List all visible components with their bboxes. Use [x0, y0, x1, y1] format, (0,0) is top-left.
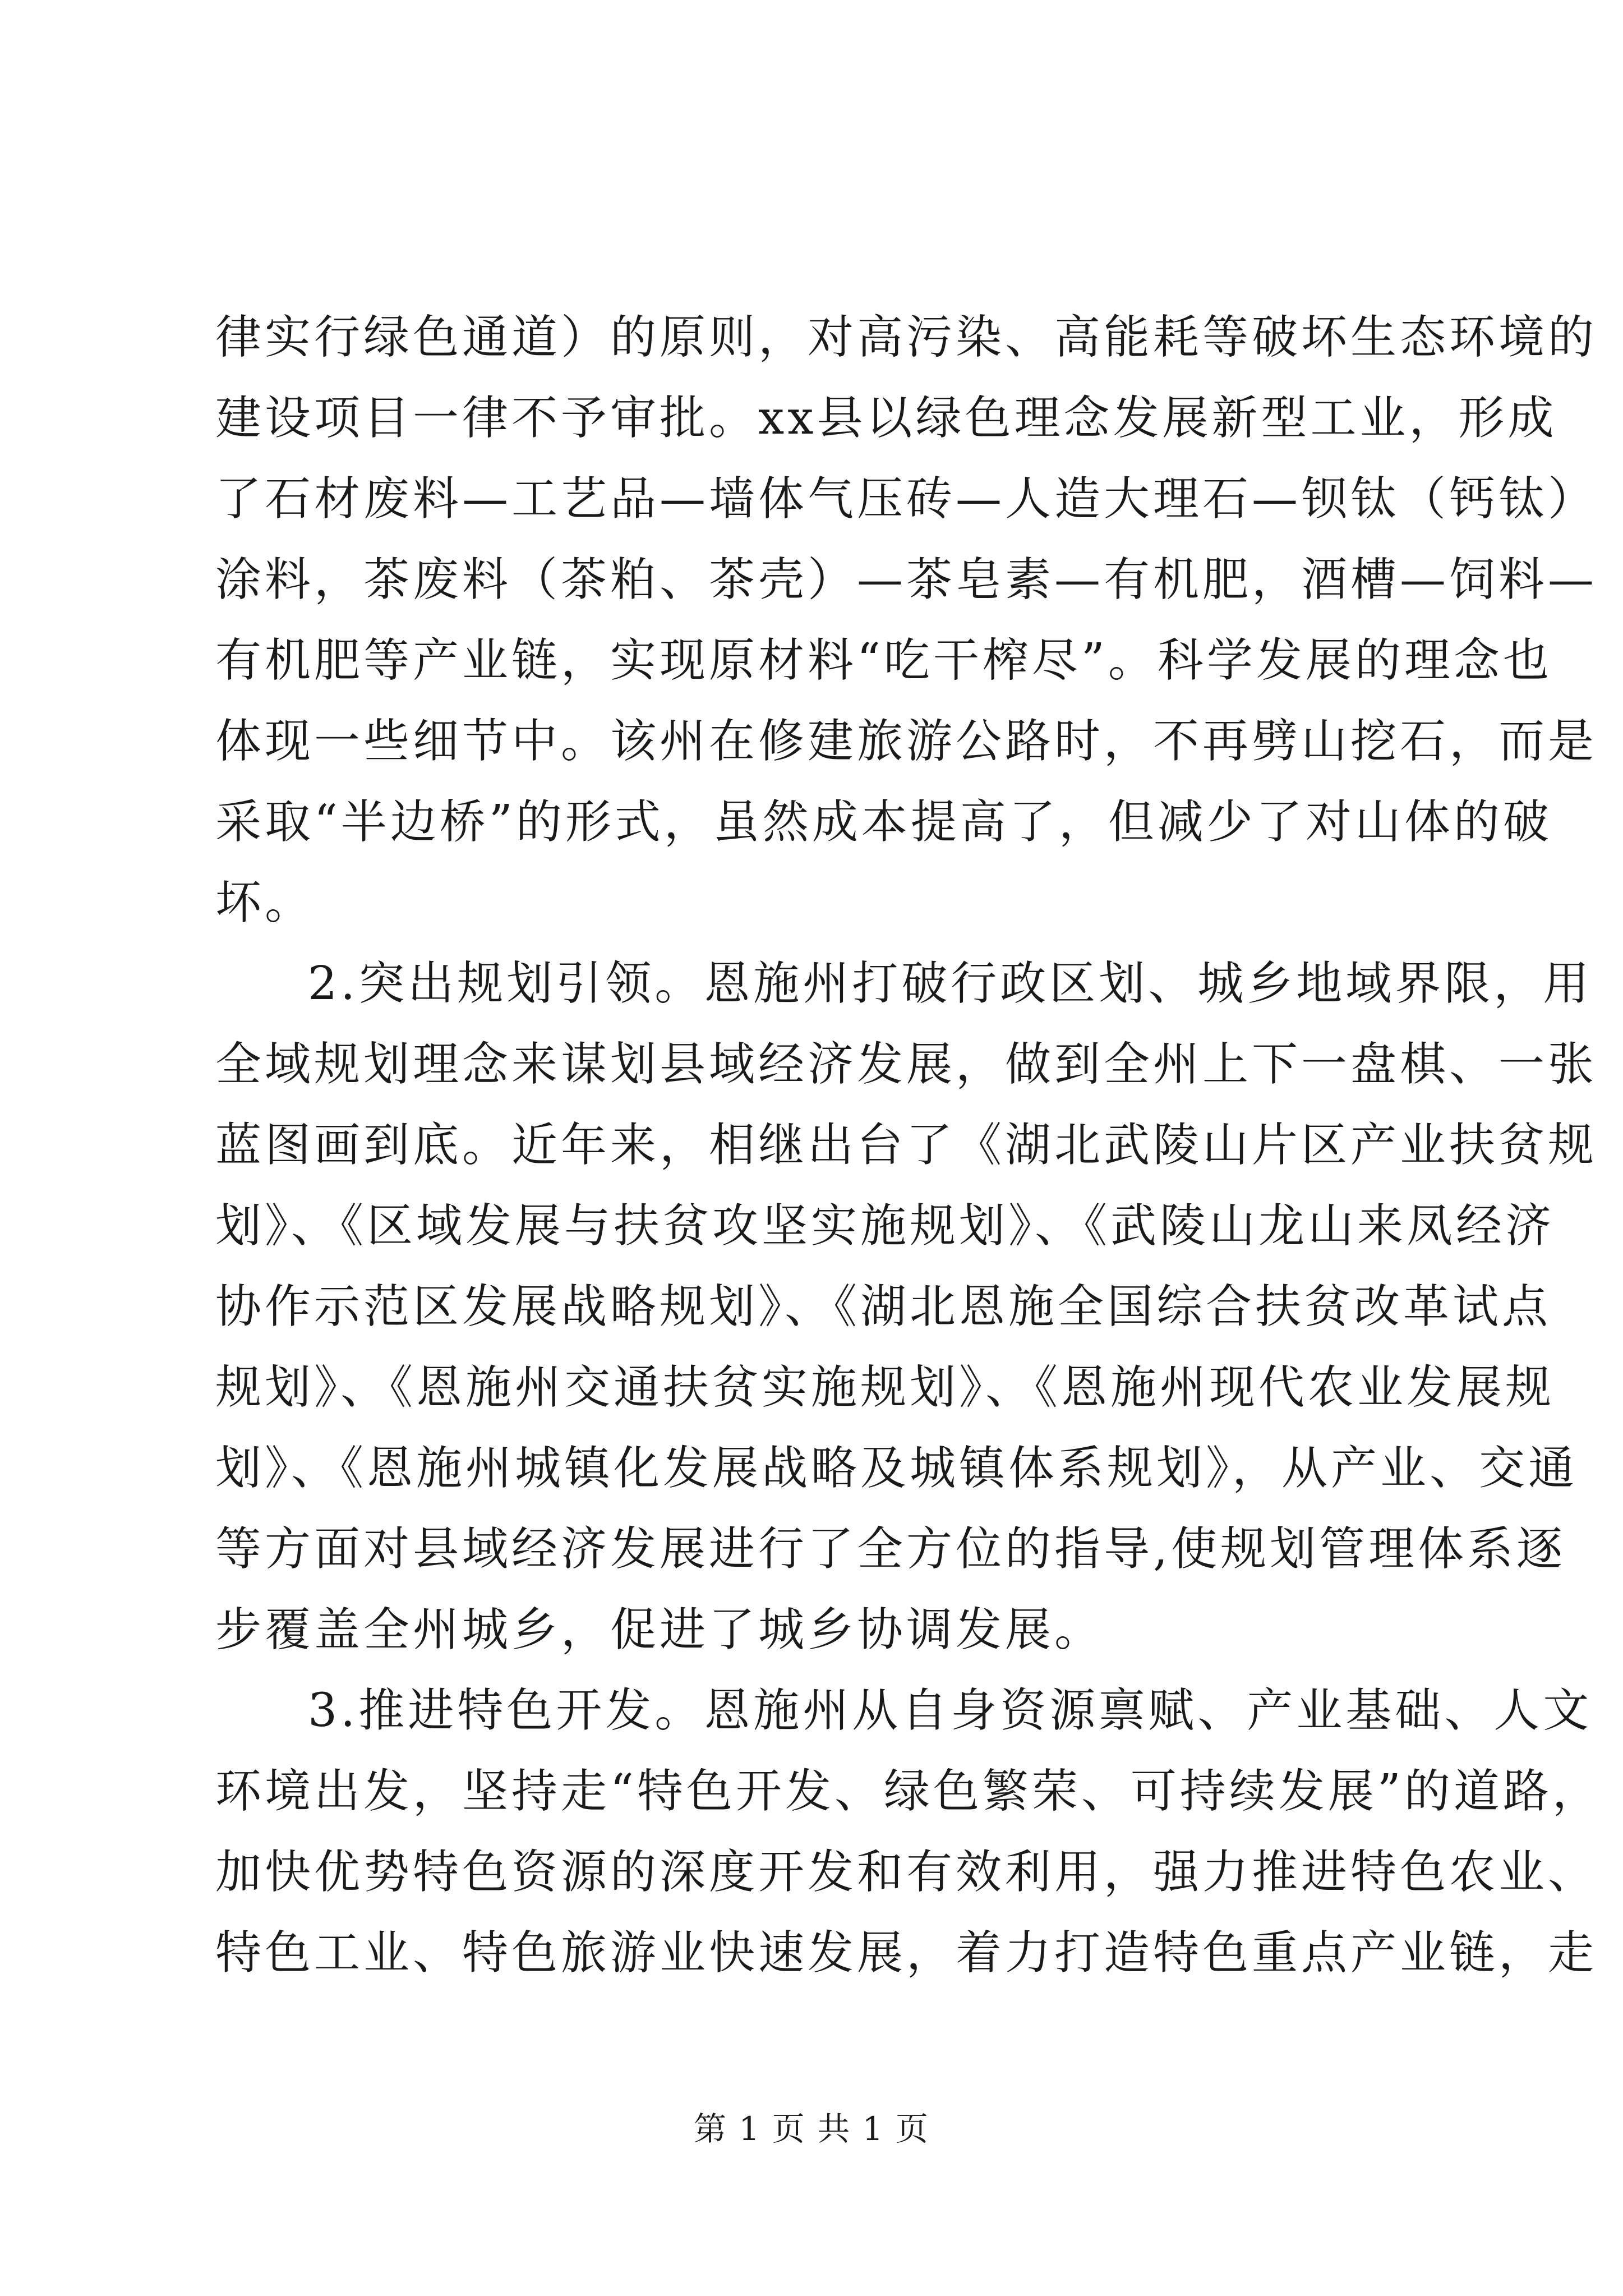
- document-body: [215, 297, 1602, 1994]
- text-line: 有机肥等产业链，实现原材料“吃干榨尽”。科学发展的理念也: [215, 634, 1552, 687]
- text-line: 全域规划理念来谋划县域经济发展，做到全州上下一盘棋、一张: [215, 1038, 1598, 1091]
- text-line: 步覆盖全州城乡，促进了城乡协调发展。: [215, 1603, 1104, 1657]
- text-line: 涂料，茶废料（茶粕、茶壳）—茶皂素—有机肥，酒槽—饲料—: [215, 553, 1598, 606]
- paragraph-start-line: 3.推进特色开发。恩施州从自身资源禀赋、产业基础、人文: [308, 1684, 1593, 1737]
- text-line: 了石材废料—工艺品—墙体气压砖—人造大理石—钡钛（钙钛）: [215, 472, 1598, 526]
- page-footer: 第 1 页 共 1 页: [694, 2110, 929, 2148]
- text-line: 环境出发，坚持走“特色开发、绿色繁荣、可持续发展”的道路，: [215, 1765, 1602, 1818]
- text-line: 协作示范区发展战略规划》、《湖北恩施全国综合扶贫改革试点: [215, 1280, 1552, 1333]
- text-line: 蓝图画到底。近年来，相继出台了《湖北武陵山片区产业扶贫规: [215, 1119, 1598, 1172]
- text-line: 特色工业、特色旅游业快速发展，着力打造特色重点产业链，走: [215, 1926, 1598, 1980]
- text-line: 划》、《区域发展与扶贫攻坚实施规划》、《武陵山龙山来凤经济: [215, 1199, 1555, 1253]
- text-line: 体现一些细节中。该州在修建旅游公路时，不再劈山挖石，而是: [215, 715, 1598, 768]
- text-line: 等方面对县域经济发展进行了全方位的指导,使规划管理体系逐: [215, 1522, 1566, 1576]
- text-line: 律实行绿色通道）的原则，对高污染、高能耗等破坏生态环境的: [215, 311, 1598, 364]
- paragraph-start-line: 2.突出规划引领。恩施州打破行政区划、城乡地域界限，用: [308, 957, 1593, 1010]
- text-line: 加快优势特色资源的深度开发和有效利用，强力推进特色农业、: [215, 1846, 1598, 1899]
- text-line: 坏。: [215, 876, 315, 930]
- text-line: 采取“半边桥”的形式，虽然成本提高了，但减少了对山体的破: [215, 795, 1552, 849]
- text-line: 规划》、《恩施州交通扶贫实施规划》、《恩施州现代农业发展规: [215, 1361, 1555, 1414]
- text-line: 划》、《恩施州城镇化发展战略及城镇体系规划》，从产业、交通: [215, 1442, 1578, 1495]
- text-line: 建设项目一律不予审批。xx县以绿色理念发展新型工业，形成: [215, 392, 1557, 445]
